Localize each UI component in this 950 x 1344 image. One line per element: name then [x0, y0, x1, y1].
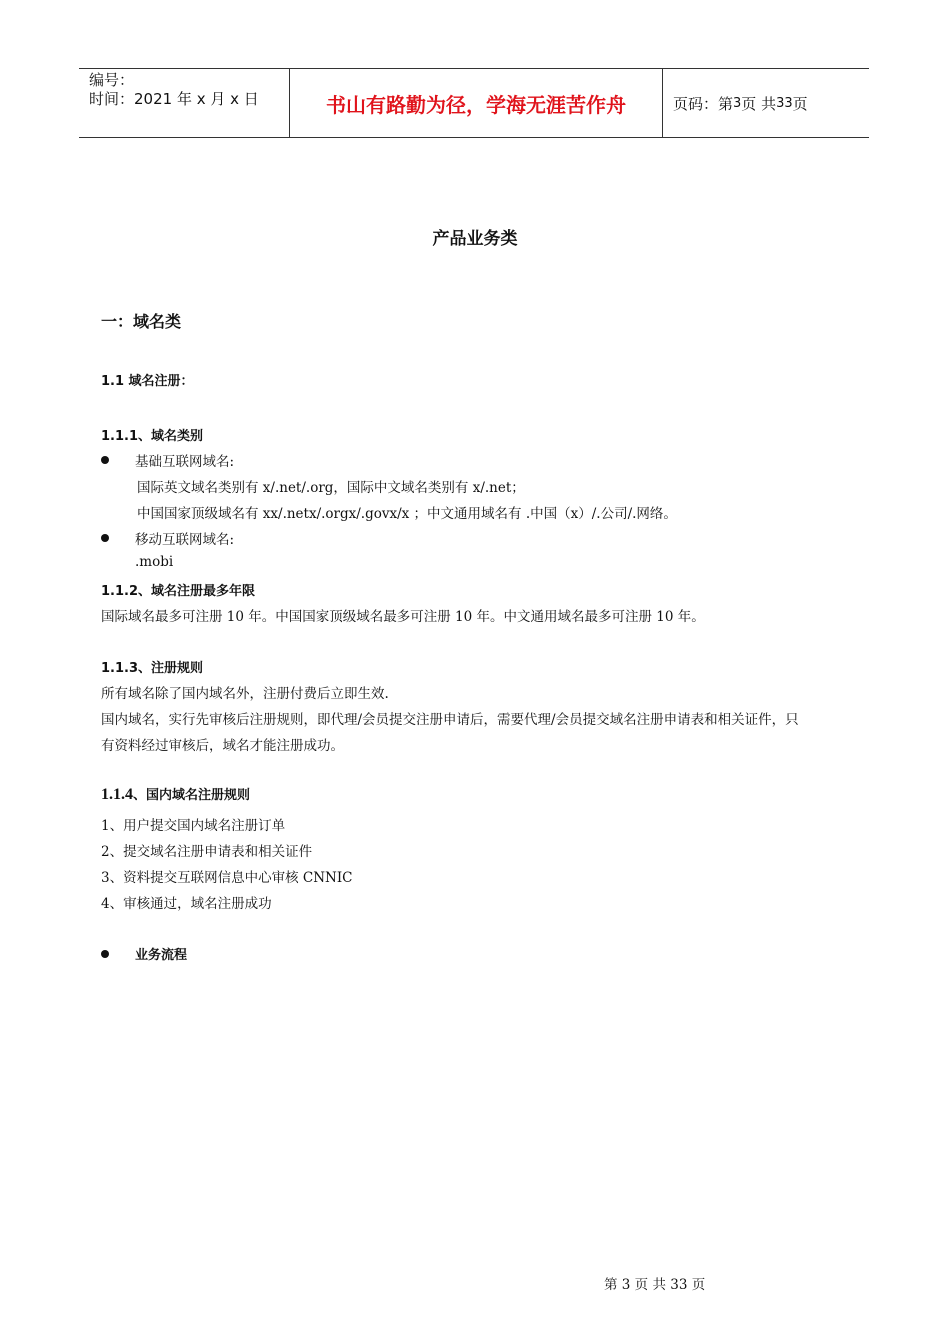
- list-item: 4、审核通过，域名注册成功: [101, 896, 272, 912]
- bullet-icon: [101, 950, 109, 958]
- number-label: 编号：: [89, 71, 135, 89]
- paragraph: 国内域名，实行先审核后注册规则，即代理/会员提交注册申请后，需要代理/会员提交域名注册申请表和相关证件，只: [101, 712, 799, 728]
- list-item: 1、用户提交国内域名注册订单: [101, 818, 286, 834]
- bullet-icon: [101, 456, 109, 464]
- list-item: 2、提交域名注册申请表和相关证件: [101, 844, 313, 860]
- page-header: [79, 68, 869, 138]
- page-total: 33: [776, 95, 793, 111]
- paragraph: .mobi: [135, 554, 174, 570]
- bullet-item: [101, 450, 234, 470]
- list-item: 3、资料提交互联网信息中心审核 CNNIC: [101, 870, 353, 886]
- subsection-text: 、国内域名注册规则: [133, 788, 251, 803]
- section-heading: 一：域名类: [101, 312, 182, 331]
- page-number: 3: [733, 95, 742, 111]
- bullet-item: [101, 944, 187, 963]
- subsection-heading: 1.1.2、域名注册最多年限: [101, 584, 256, 599]
- paragraph: 国际域名最多可注册 10 年。中国国家顶级域名最多可注册 10 年。中文通用域名最多可注册 10 年。: [101, 609, 705, 625]
- bullet-item: [101, 528, 234, 548]
- header-motto: 书山有路勤为径，学海无涯苦作舟: [289, 69, 663, 137]
- bullet-text: 移动互联网域名:: [135, 532, 235, 548]
- subsection-heading: 1.1.3、注册规则: [101, 661, 204, 676]
- bullet-icon: [101, 534, 109, 542]
- subsection-number: 1.1.4: [101, 786, 133, 803]
- time-label: 时间：2021 年 x 月 x 日: [89, 90, 259, 108]
- header-meta: [79, 69, 289, 137]
- subsection-heading: [101, 784, 250, 804]
- page-mid: 页 共: [741, 94, 777, 113]
- bullet-text: 业务流程: [135, 948, 188, 963]
- page-title: 产品业务类: [432, 229, 518, 249]
- page-suffix: 页: [792, 94, 808, 113]
- bullet-text: 基础互联网域名:: [135, 454, 235, 470]
- paragraph: 有资料经过审核后，域名才能注册成功。: [101, 738, 344, 754]
- subsection-heading: 1.1.1、域名类别: [101, 429, 204, 444]
- subsection-heading: 1.1 域名注册：: [101, 374, 194, 389]
- paragraph: 国际英文域名类别有 x/.net/.org，国际中文域名类别有 x/.net；: [137, 480, 525, 496]
- paragraph: 所有域名除了国内域名外，注册付费后立即生效.: [101, 686, 389, 702]
- page-footer: 第 3 页 共 33 页: [604, 1277, 706, 1293]
- page-prefix: 页码：第: [673, 94, 734, 113]
- header-page-info: [663, 69, 869, 137]
- paragraph: 中国国家顶级域名有 xx/.netx/.orgx/.govx/x ；中文通用域名有 .中国（x）/.公司/.网络。: [137, 506, 677, 522]
